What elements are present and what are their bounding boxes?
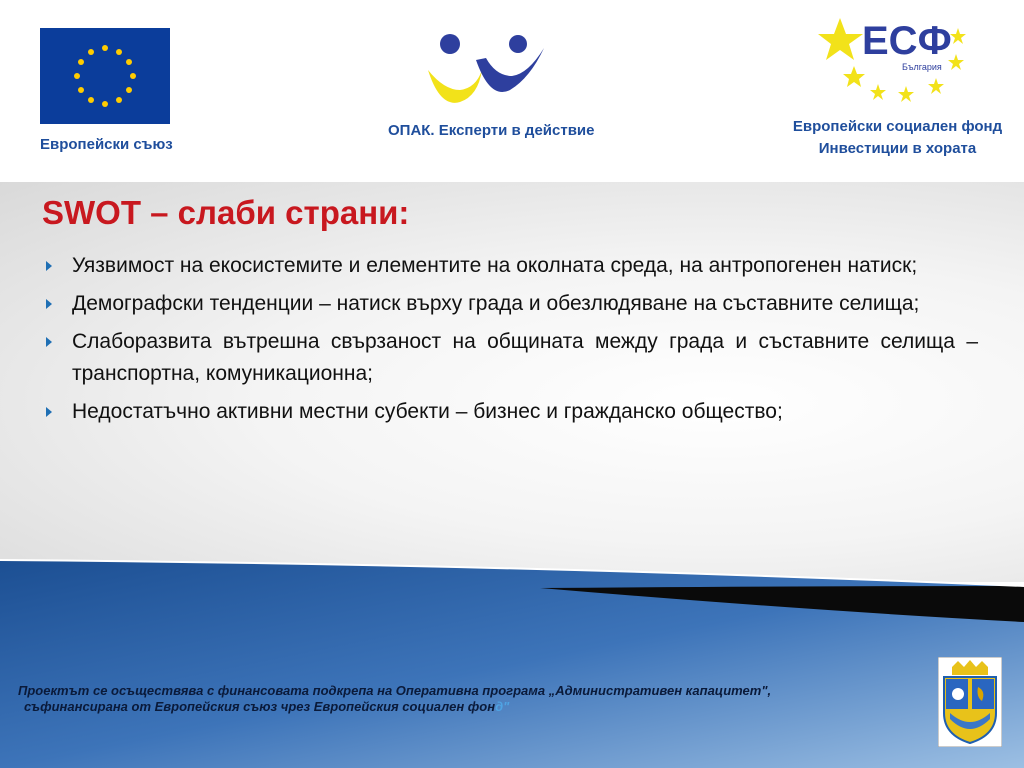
bullet-item [42,396,978,428]
footer-background [0,530,1024,768]
bullet-text: Слаборазвита вътрешна свързаност на общината между града и съставните селища – транспортна, комуникационна; [72,330,978,385]
footer-line2-main: съфинансирана от Европейския съюз чрез Европейския социален фон [24,699,496,714]
opak-label: ОПАК. Експерти в действие [388,122,595,139]
bullet-item [42,326,978,390]
header-area [0,0,1024,182]
esf-logo-text: ЕСФ [862,19,952,63]
triangle-bullet-icon [46,337,52,347]
bullet-list [42,250,978,434]
bullet-text: Демографски тенденции – натиск върху града и обезлюдяване на съставните селища; [72,292,920,315]
footer-funding-text [18,683,898,715]
bullet-text: Недостатъчно активни местни субекти – бизнес и гражданско общество; [72,400,783,423]
esf-logo-country: България [902,62,942,72]
eu-label: Европейски съюз [40,136,173,153]
bullet-item [42,250,978,282]
triangle-bullet-icon [46,261,52,271]
footer-line1: Проектът се осъществява с финансовата подкрепа на Оперативна програма „Административен капацитет", [18,683,772,698]
triangle-bullet-icon [46,407,52,417]
esf-logo-icon [818,14,968,106]
esf-label-line2: Инвестиции в хората [818,140,977,157]
footer-line2-accent: д" [495,699,510,714]
triangle-bullet-icon [46,299,52,309]
esf-label [790,116,1005,160]
bullet-text: Уязвимост на екосистемите и елементите на околната среда, на антропогенен натиск; [72,254,918,277]
esf-label-line1: Европейски социален фонд [792,118,1003,135]
bullet-item [42,288,978,320]
opak-logo-icon [420,30,550,110]
slide-title: SWOT – слаби страни: [42,194,410,231]
footer-line2 [18,699,898,715]
coat-of-arms-icon [938,657,1002,747]
eu-flag-icon [40,28,170,124]
